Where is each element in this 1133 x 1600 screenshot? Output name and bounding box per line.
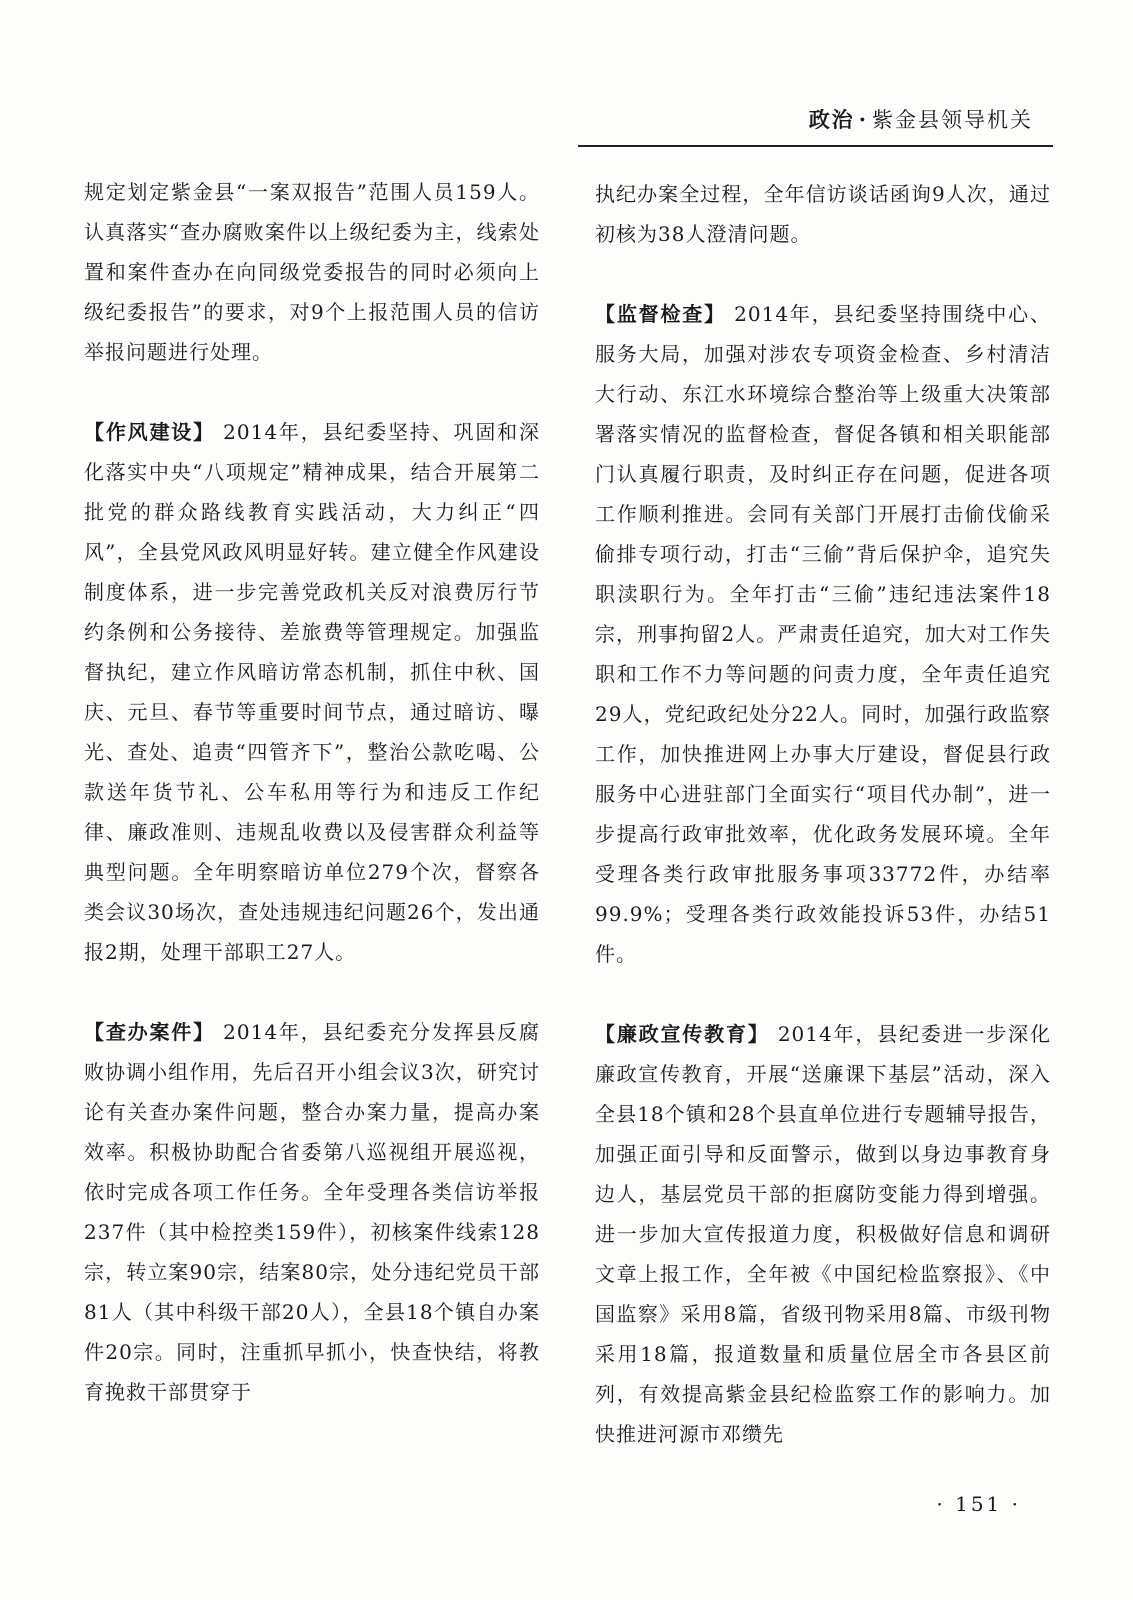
section-work-style [84, 412, 540, 972]
running-head-section: 政治 [808, 108, 855, 132]
intro-paragraph: 规定划定紫金县“一案双报告”范围人员159人。认真落实“查办腐败案件以上级纪委为主，线索处置和案件查办在向同级党委报告的同时必须向上级纪委报告”的要求，对9个上报范围人员的信访举报问题进行处理。 [84, 180, 540, 364]
section-heading: 【查办案件】 [84, 1020, 215, 1044]
section-body: 2014年，县纪委充分发挥县反腐败协调小组作用，先后召开小组会议3次，研究讨论有关查办案件问题，整合办案力量，提高办案效率。积极协助配合省委第八巡视组开展巡视，依时完成各项工作任务。全年受理各类信访举报237件（其中检控类159件），初核案件线索128宗，转立案90宗，结案80宗，处分违纪党员干部81人（其中科级干部20人），全县18个镇自办案件20宗。同时，注重抓早抓小，快查快结，将教育挽救干部贯穿于 [84, 1020, 540, 1404]
section-heading: 【监督检查】 [595, 302, 726, 326]
section-supervision [595, 294, 1051, 974]
section-body: 2014年，县纪委坚持围绕中心、服务大局，加强对涉农专项资金检查、乡村清洁大行动、东江水环境综合整治等上级重大决策部署落实情况的监督检查，督促各镇和相关职能部门认真履行职责，及时纠正存在问题，促进各项工作顺利推进。会同有关部门开展打击偷伐偷采偷排专项行动，打击“三偷”背后保护伞，追究失职渎职行为。全年打击“三偷”违纪违法案件18宗，刑事拘留2人。严肃责任追究，加大对工作失职和工作不力等问题的问责力度，全年责任追究29人，党纪政纪处分22人。同时，加强行政监察工作，加快推进网上办事大厅建设，督促县行政服务中心进驻部门全面实行“项目代办制”，进一步提高行政审批效率，优化政务发展环境。全年受理各类行政审批服务事项33772件，办结率99.9%；受理各类行政效能投诉53件，办结51件。 [595, 302, 1051, 966]
paragraph-gap [84, 972, 540, 1012]
section-heading: 【作风建设】 [84, 420, 215, 444]
paragraph-gap [595, 974, 1051, 1014]
paragraph-gap [595, 254, 1051, 294]
page-number: · 151 · [936, 1492, 1021, 1516]
section-integrity-education [595, 1014, 1051, 1454]
running-head [809, 104, 1033, 134]
section-case-handling [84, 1012, 540, 1412]
running-head-subsection: 紫金县领导机关 [872, 108, 1033, 132]
continuation-paragraph: 执纪办案全过程，全年信访谈话函询9人次，通过初核为38人澄清问题。 [595, 182, 1051, 246]
section-body: 2014年，县纪委坚持、巩固和深化落实中央“八项规定”精神成果，结合开展第二批党的群众路线教育实践活动，大力纠正“四风”，全县党风政风明显好转。建立健全作风建设制度体系，进一步完善党政机关反对浪费厉行节约条例和公务接待、差旅费等管理规定。加强监督执纪，建立作风暗访常态机制，抓住中秋、国庆、元旦、春节等重要时间节点，通过暗访、曝光、查处、追责“四管齐下”，整治公款吃喝、公款送年货节礼、公车私用等行为和违反工作纪律、廉政准则、违规乱收费以及侵害群众利益等典型问题。全年明察暗访单位279个次，督察各类会议30场次，查处违规违纪问题26个，发出通报2期，处理干部职工27人。 [84, 420, 540, 964]
right-column [595, 174, 1051, 1454]
section-body: 2014年，县纪委进一步深化廉政宣传教育，开展“送廉课下基层”活动，深入全县18个镇和28个县直单位进行专题辅导报告，加强正面引导和反面警示，做到以身边事教育身边人，基层党员干部的拒腐防变能力得到增强。进一步加大宣传报道力度，积极做好信息和调研文章上报工作，全年被《中国纪检监察报》、《中国监察》采用8篇，省级刊物采用8篇、市级刊物采用18篇，报道数量和质量位居全市各县区前列，有效提高紫金县纪检监察工作的影响力。加快推进河源市邓缵先 [595, 1022, 1051, 1446]
left-column [84, 172, 540, 1412]
paragraph-gap [84, 372, 540, 412]
header-rule [578, 145, 1053, 147]
running-head-separator: · [858, 107, 868, 132]
section-heading: 【廉政宣传教育】 [595, 1022, 770, 1046]
